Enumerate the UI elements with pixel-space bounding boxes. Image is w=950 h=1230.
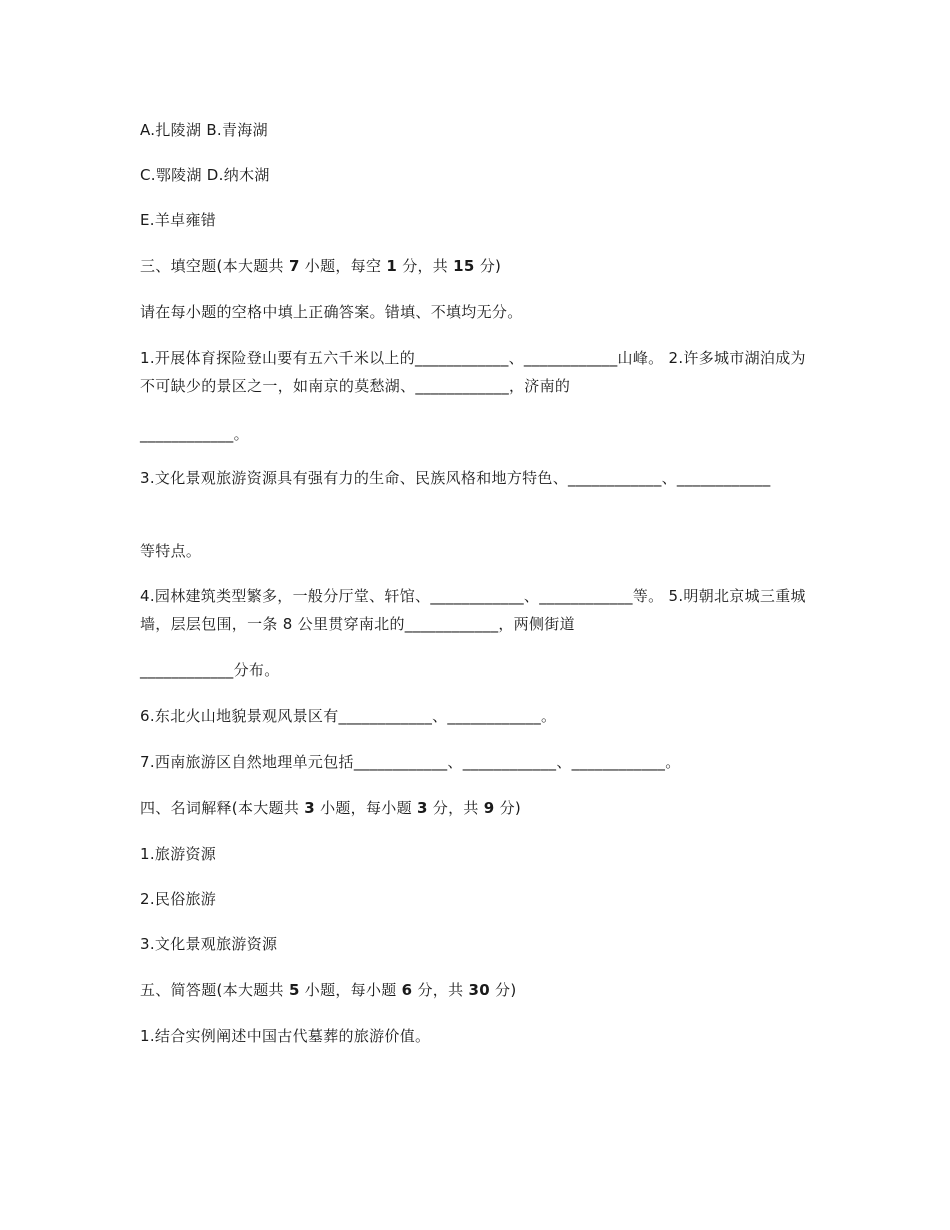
short-answer-1: 1.结合实例阐述中国古代墓葬的旅游价值。: [140, 1027, 431, 1045]
question-6: 6.东北火山地貌景观风景区有____________、____________。: [140, 707, 557, 725]
section5-heading: 五、简答题(本大题共 5 小题，每小题 6 分，共 30 分): [140, 981, 517, 999]
term-item-2: 2.民俗旅游: [140, 890, 217, 908]
choice-line-cd: C.鄂陵湖 D.纳木湖: [140, 166, 270, 184]
question-3-end: 等特点。: [140, 542, 202, 560]
question-7: 7.西南旅游区自然地理单元包括____________、____________、____________。: [140, 753, 681, 771]
term-item-1: 1.旅游资源: [140, 845, 217, 863]
question-3: 3.文化景观旅游资源具有强有力的生命、民族风格和地方特色、____________、____________: [140, 469, 771, 487]
choice-line-e: E.羊卓雍错: [140, 211, 217, 229]
section3-heading: 三、填空题(本大题共 7 小题，每空 1 分，共 15 分): [140, 257, 502, 275]
section3-instruction: 请在每小题的空格中填上正确答案。错填、不填均无分。: [140, 303, 523, 321]
question-4-5: 4.园林建筑类型繁多，一般分厅堂、轩馆、____________、____________等。 5.明朝北京城三重城墙，层层包围，一条 8 公里贯穿南北的____________，两侧街道: [140, 587, 806, 633]
question-2-end: ____________。: [140, 425, 249, 443]
question-1-2: 1.开展体育探险登山要有五六千米以上的____________、____________山峰。 2.许多城市湖泊成为不可缺少的景区之一，如南京的莫愁湖、____________，济南的: [140, 349, 806, 395]
term-item-3: 3.文化景观旅游资源: [140, 935, 278, 953]
question-5-end: ____________分布。: [140, 661, 280, 679]
choice-line-ab: A.扎陵湖 B.青海湖: [140, 121, 268, 139]
section4-heading: 四、名词解释(本大题共 3 小题，每小题 3 分，共 9 分): [140, 799, 522, 817]
